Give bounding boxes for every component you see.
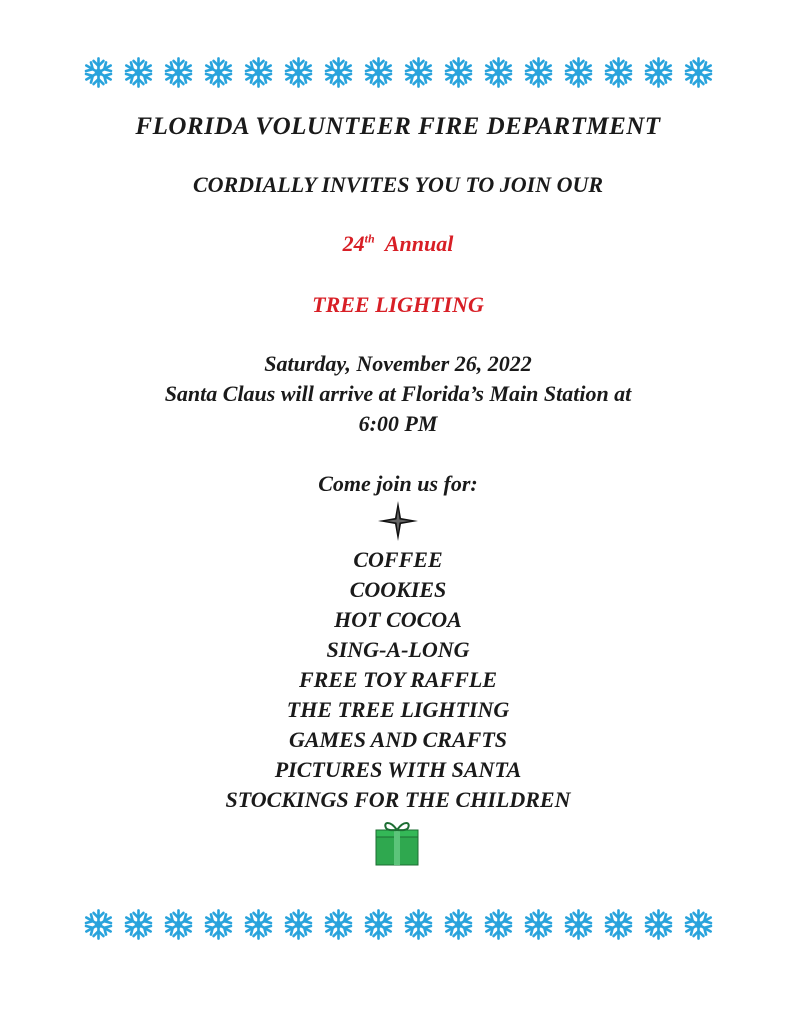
snowflake-icon bbox=[482, 908, 515, 941]
snowflake-icon bbox=[442, 908, 475, 941]
snowflake-icon bbox=[362, 56, 395, 89]
annual-line bbox=[0, 231, 796, 257]
snowflake-icon bbox=[402, 908, 435, 941]
annual-word: Annual bbox=[384, 231, 454, 256]
snowflake-icon bbox=[682, 56, 715, 89]
snowflake-icon bbox=[482, 56, 515, 89]
activity-item: SING-A-LONG bbox=[326, 637, 470, 662]
activity-item: FREE TOY RAFFLE bbox=[298, 667, 498, 692]
snowflake-icon bbox=[162, 56, 195, 89]
organization-title: FLORIDA VOLUNTEER FIRE DEPARTMENT bbox=[135, 113, 661, 140]
event-time: 6:00 PM bbox=[358, 411, 438, 436]
four-point-star-icon bbox=[378, 501, 418, 541]
annual-number: 24 bbox=[342, 231, 365, 256]
snowflake-icon bbox=[242, 56, 275, 89]
snowflake-icon bbox=[682, 908, 715, 941]
activities-list bbox=[0, 545, 796, 815]
snowflake-icon bbox=[522, 908, 555, 941]
activity-item: COFFEE bbox=[353, 547, 443, 572]
snowflake-icon bbox=[602, 56, 635, 89]
snowflake-icon bbox=[242, 908, 275, 941]
snowflake-icon bbox=[442, 56, 475, 89]
snowflake-icon bbox=[362, 908, 395, 941]
snowflake-icon bbox=[642, 56, 675, 89]
snowflake-icon bbox=[82, 56, 115, 89]
snowflake-icon bbox=[162, 908, 195, 941]
santa-arrival: Santa Claus will arrive at Florida’s Main Station at bbox=[164, 381, 632, 406]
activity-item: GAMES AND CRAFTS bbox=[288, 727, 508, 752]
activity-item: STOCKINGS FOR THE CHILDREN bbox=[225, 787, 571, 812]
snowflake-border-top bbox=[0, 56, 796, 89]
snowflake-icon bbox=[282, 56, 315, 89]
snowflake-border-bottom bbox=[0, 908, 796, 941]
snowflake-icon bbox=[522, 56, 555, 89]
join-text: Come join us for: bbox=[318, 471, 478, 496]
snowflake-icon bbox=[402, 56, 435, 89]
snowflake-icon bbox=[322, 908, 355, 941]
gift-box-icon bbox=[374, 818, 420, 866]
activity-item: HOT COCOA bbox=[334, 607, 462, 632]
snowflake-icon bbox=[642, 908, 675, 941]
snowflake-icon bbox=[202, 56, 235, 89]
activity-item: PICTURES WITH SANTA bbox=[274, 757, 522, 782]
invite-line: CORDIALLY INVITES YOU TO JOIN OUR bbox=[192, 172, 604, 197]
snowflake-icon bbox=[202, 908, 235, 941]
snowflake-icon bbox=[122, 56, 155, 89]
activity-item: THE TREE LIGHTING bbox=[286, 697, 510, 722]
snowflake-icon bbox=[322, 56, 355, 89]
snowflake-icon bbox=[562, 56, 595, 89]
snowflake-icon bbox=[282, 908, 315, 941]
snowflake-icon bbox=[82, 908, 115, 941]
event-date: Saturday, November 26, 2022 bbox=[264, 351, 532, 376]
snowflake-icon bbox=[562, 908, 595, 941]
snowflake-icon bbox=[602, 908, 635, 941]
event-name: TREE LIGHTING bbox=[312, 292, 484, 317]
activity-item: COOKIES bbox=[349, 577, 447, 602]
snowflake-icon bbox=[122, 908, 155, 941]
annual-suffix: th bbox=[364, 231, 375, 246]
